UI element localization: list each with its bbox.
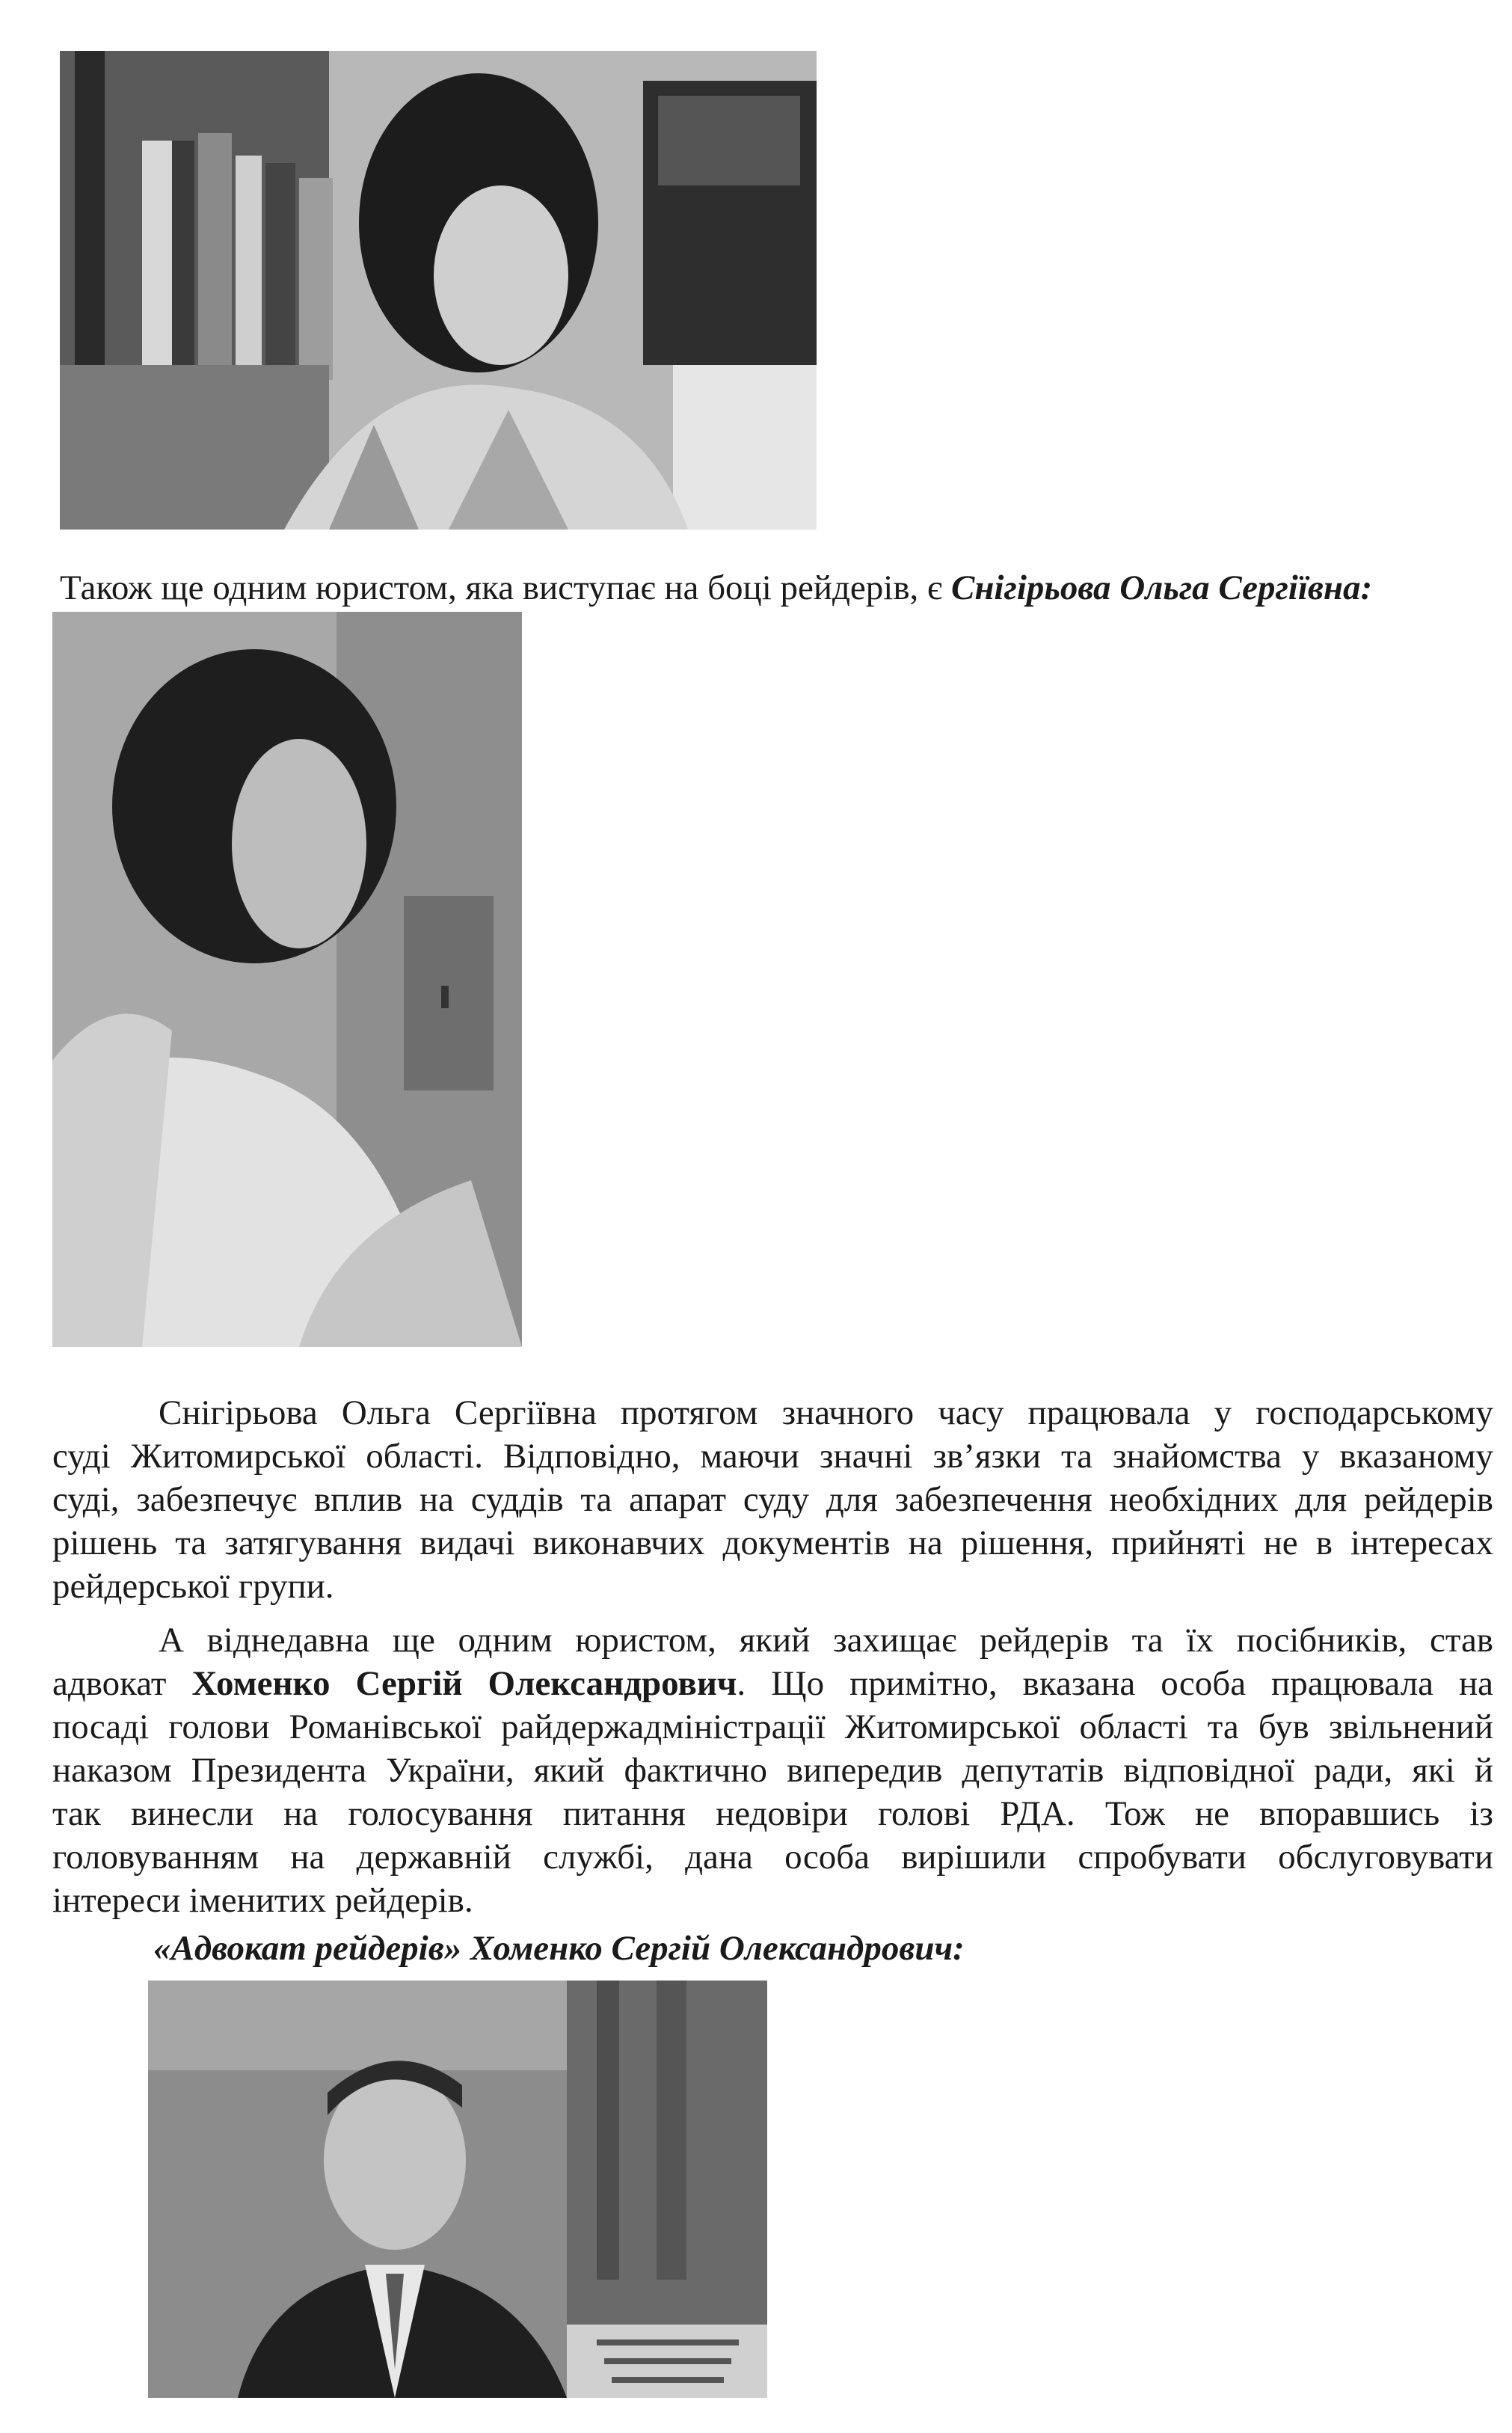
paragraph2-post: . Що примітно, вказана особа працювала на bbox=[737, 1664, 1494, 1703]
khomenko-caption: «Адвокат рейдерів» Хоменко Сергій Олександрович: bbox=[153, 1929, 965, 1968]
paragraph1-line4: рішень та затягування видачі виконавчих документів на рішення, прийняті не в інтересах bbox=[52, 1524, 1493, 1562]
paragraph2-name: Хоменко Сергій Олександрович bbox=[191, 1664, 737, 1703]
paragraph2-line5: так винесли на голосування питання недовіри голові РДА. Тож не впоравшись із bbox=[52, 1794, 1493, 1833]
paragraph2-line6: головуванням на державній службі, дана особа вирішили спробувати обслуговувати bbox=[52, 1838, 1493, 1877]
photo-woman-bookshelf bbox=[60, 51, 817, 530]
paragraph2-line4: наказом Президента України, який фактично випередив депутатів відповідної ради, які й bbox=[52, 1751, 1493, 1790]
paragraph2-line2 bbox=[52, 1666, 1493, 1702]
paragraph2-line1: А віднедавна ще одним юристом, який захищає рейдерів та їх посібників, став bbox=[159, 1621, 1493, 1660]
photo-snihirova bbox=[52, 612, 522, 1347]
intro-text: Також ще одним юристом, яка виступає на боці рейдерів, є bbox=[60, 568, 951, 607]
paragraph1-line2: суді Житомирської області. Відповідно, маючи значні зв’язки та знайомства у вказаному bbox=[52, 1437, 1493, 1476]
paragraph2-line3: посаді голови Романівської райдержадміністрації Житомирської області та був звільнений bbox=[52, 1708, 1493, 1746]
photo-khomenko bbox=[148, 1981, 767, 2398]
paragraph1-line3: суді, забезпечує вплив на суддів та апарат суду для забезпечення необхідних для рейдерів bbox=[52, 1480, 1493, 1519]
paragraph2-pre: адвокат bbox=[52, 1664, 192, 1703]
intro-line bbox=[60, 568, 1458, 607]
intro-name: Снігірьова Ольга Сергіївна: bbox=[950, 568, 1373, 607]
paragraph1-line5: рейдерської групи. bbox=[52, 1567, 334, 1606]
paragraph2-line7: інтереси іменитих рейдерів. bbox=[52, 1881, 473, 1920]
paragraph1-line1: Снігірьова Ольга Сергіївна протягом значного часу працювала у господарському bbox=[159, 1393, 1493, 1432]
